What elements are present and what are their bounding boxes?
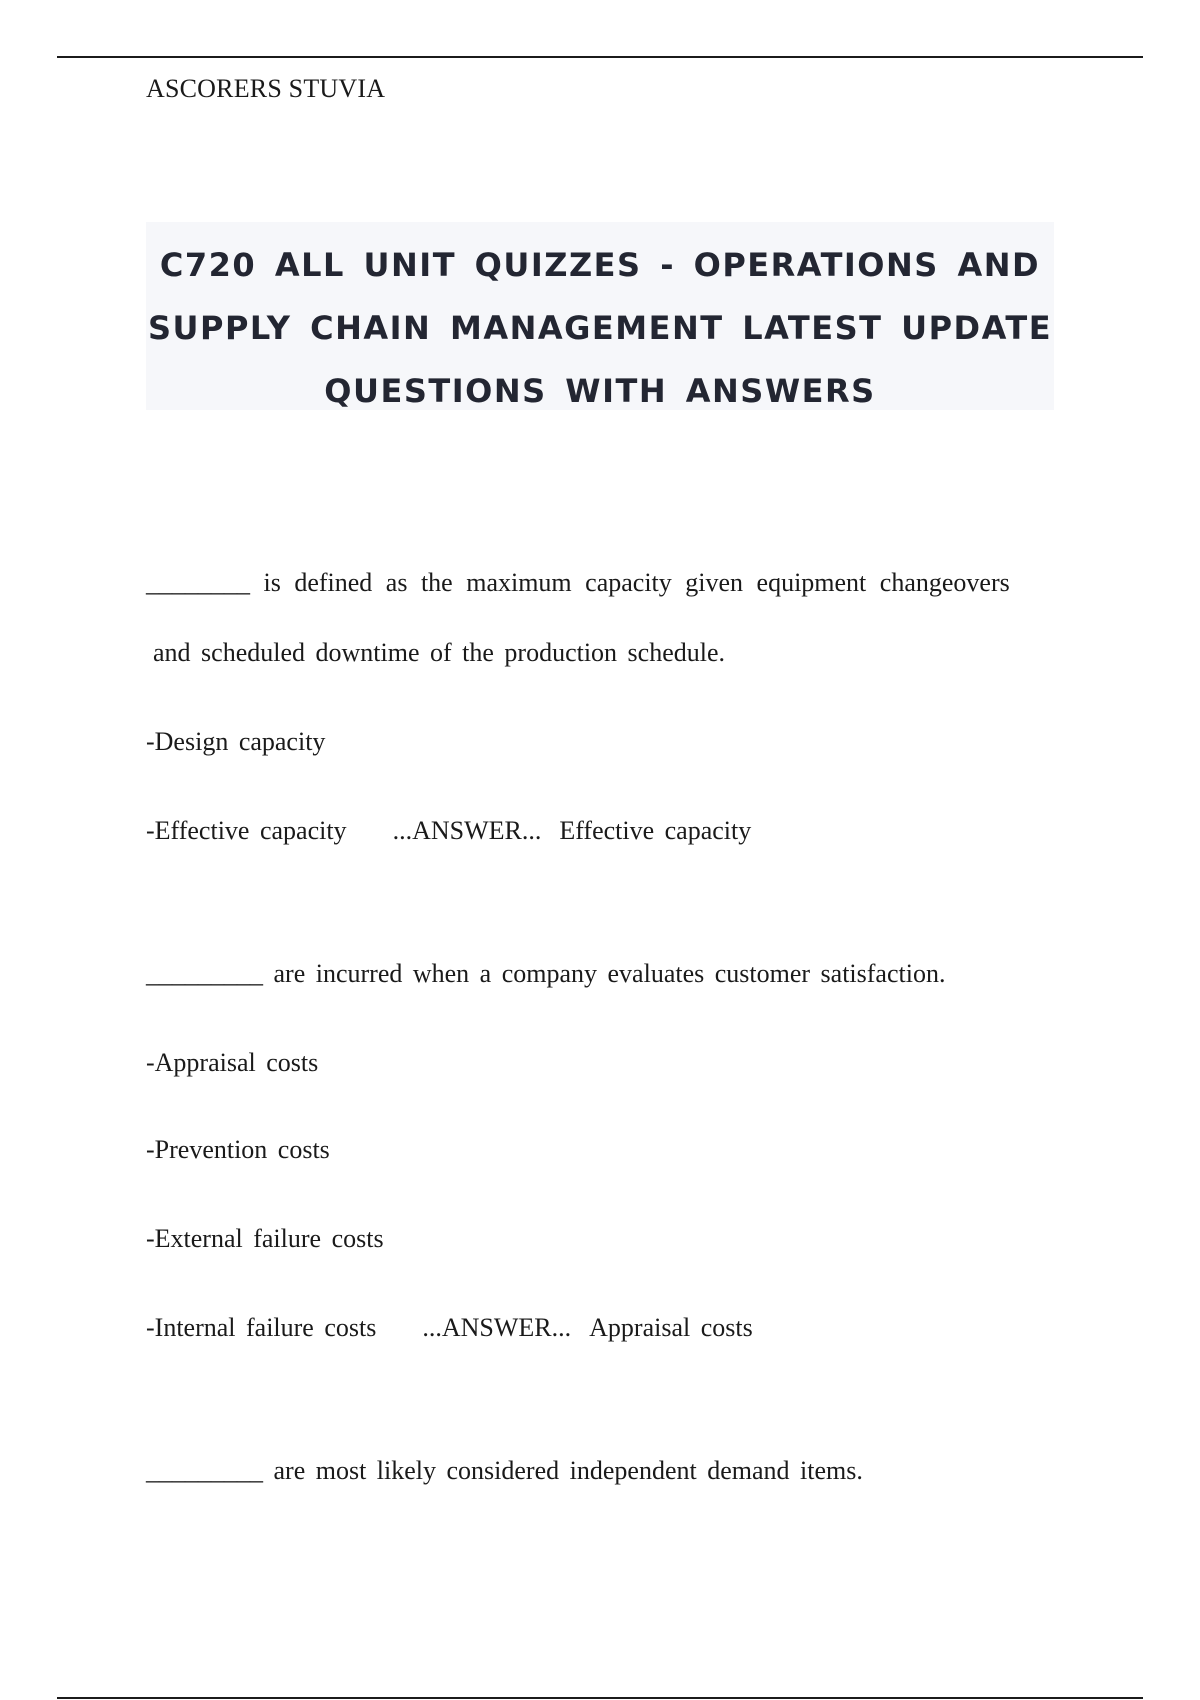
question-2-option-4: -Internal failure costs xyxy=(146,1313,377,1342)
question-1-answer: Effective capacity xyxy=(559,816,752,845)
question-2-option-4-row xyxy=(146,1313,753,1343)
answer-marker: ...ANSWER... xyxy=(422,1313,572,1342)
question-2-option-1: -Appraisal costs xyxy=(146,1048,319,1077)
document-title xyxy=(146,222,1054,410)
title-line-3: QUESTIONS WITH ANSWERS xyxy=(324,372,876,410)
question-3-stem-line-1: _________ are most likely considered independent demand items. xyxy=(146,1456,863,1485)
top-rule xyxy=(57,56,1143,58)
question-1-option-1: -Design capacity xyxy=(146,727,326,756)
answer-marker: ...ANSWER... xyxy=(392,816,542,845)
question-2-option-2: -Prevention costs xyxy=(146,1135,330,1164)
bottom-rule xyxy=(57,1697,1143,1699)
question-1-option-2-row xyxy=(146,816,751,846)
question-2-option-3: -External failure costs xyxy=(146,1224,384,1253)
question-1-option-2: -Effective capacity xyxy=(146,816,347,845)
document-header: ASCORERS STUVIA xyxy=(146,74,386,103)
question-2-answer: Appraisal costs xyxy=(589,1313,753,1342)
question-2-stem-line-1: _________ are incurred when a company evaluates customer satisfaction. xyxy=(146,959,946,988)
question-1-stem-line-2: and scheduled downtime of the production schedule. xyxy=(153,638,726,667)
title-line-1: C720 ALL UNIT QUIZZES - OPERATIONS AND xyxy=(159,246,1041,284)
question-1-stem-line-1: ________ is defined as the maximum capacity given equipment changeovers xyxy=(146,568,1010,597)
title-line-2: SUPPLY CHAIN MANAGEMENT LATEST UPDATE xyxy=(147,309,1053,347)
